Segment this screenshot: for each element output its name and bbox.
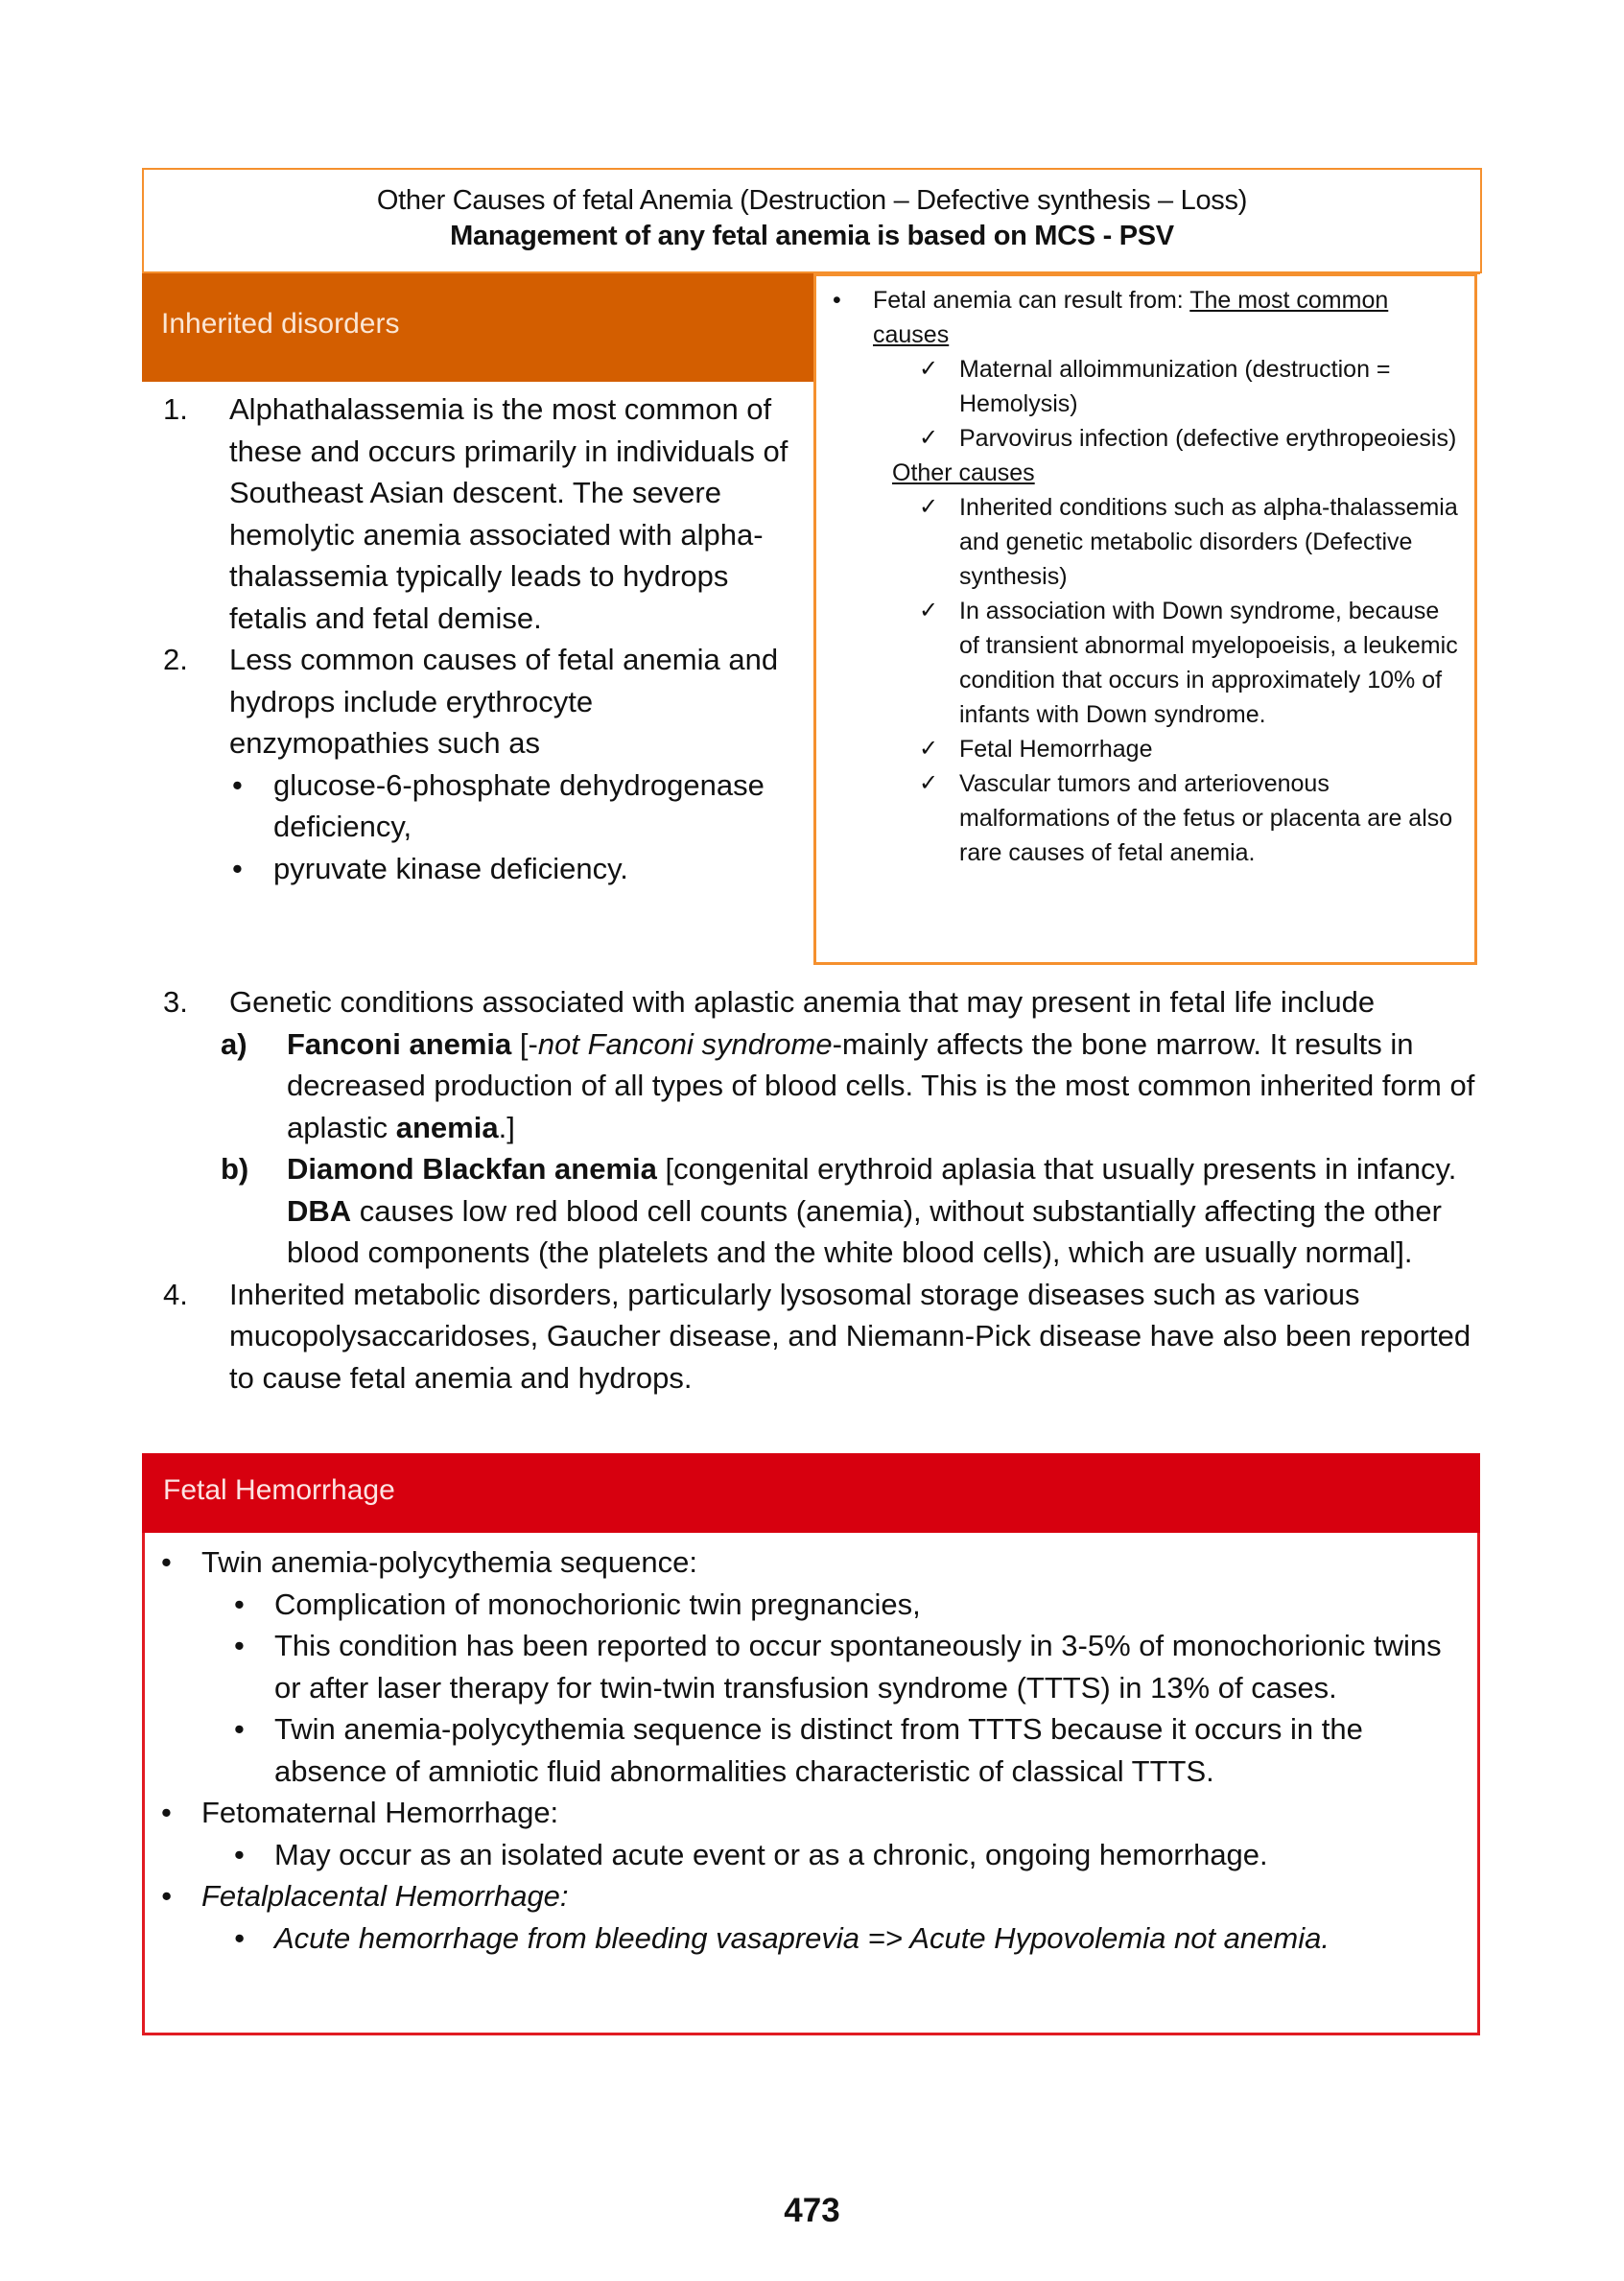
- list-item: [163, 388, 796, 639]
- fanconi-term: Fanconi anemia: [287, 1026, 512, 1061]
- bullet-icon: •: [833, 287, 841, 314]
- bullet-icon: •: [232, 767, 243, 802]
- list-item: [163, 639, 796, 764]
- fetal-hemorrhage-header: [142, 1453, 1480, 1533]
- bullet-icon: •: [232, 851, 243, 885]
- sub-list-item: [232, 764, 796, 848]
- other-causes-label: Other causes: [892, 459, 1035, 486]
- item-text: Less common causes of fetal anemia and hydrops include erythrocyte enzymopathies such as: [229, 643, 779, 760]
- sub-item-text: May occur as an isolated acute event or as a chronic, ongoing hemorrhage.: [274, 1837, 1268, 1871]
- dba-term: Diamond Blackfan anemia: [287, 1152, 657, 1186]
- checkmark-icon: ✓: [919, 494, 939, 520]
- intro-text: Fetal anemia can result from:: [873, 287, 1190, 314]
- inherited-disorders-title: Inherited disorders: [161, 308, 400, 340]
- text-fragment: [congenital erythroid aplasia that usually presents in infancy.: [656, 1152, 1457, 1186]
- bullet-icon: •: [234, 1712, 245, 1746]
- check-item-text: Vascular tumors and arteriovenous malformations of the fetus or placenta are also rare causes of fetal anemia.: [959, 770, 1453, 866]
- checkmark-icon: ✓: [919, 425, 939, 451]
- item-text: Alphathalassemia is the most common of these and occurs primarily in individuals of Southeast Asian descent. The severe hemolytic anemia associated with alpha-thalassemia typically leads to hydrops fetalis and fetal demise.: [229, 392, 788, 635]
- item-text: Genetic conditions associated with aplastic anemia that may present in fetal life include: [229, 985, 1376, 1019]
- check-item: [833, 490, 1466, 594]
- bullet-icon: •: [234, 1837, 245, 1871]
- inherited-disorders-header: [142, 273, 814, 382]
- checkmark-icon: ✓: [919, 598, 939, 623]
- list-item: [161, 1875, 1475, 1917]
- check-item: [833, 421, 1466, 456]
- inherited-disorders-list: [163, 388, 796, 889]
- bullet-icon: •: [161, 1545, 172, 1579]
- causes-intro: [833, 283, 1466, 352]
- title-line-2: Management of any fetal anemia is based on MCS - PSV: [450, 221, 1174, 251]
- sub-list-item: [234, 1708, 1475, 1792]
- sub-item-text: pyruvate kinase deficiency.: [273, 851, 628, 885]
- text-fragment: .]: [498, 1110, 515, 1144]
- check-item-text: Fetal Hemorrhage: [959, 736, 1153, 763]
- item-text: Twin anemia-polycythemia sequence:: [201, 1545, 697, 1579]
- fanconi-note: not Fanconi syndrome: [537, 1026, 833, 1061]
- text-fragment: anemia: [395, 1110, 499, 1144]
- sub-list-item: [234, 1917, 1475, 1960]
- item-letter: a): [221, 1026, 247, 1061]
- bullet-icon: •: [234, 1587, 245, 1621]
- sub-list-item: [234, 1584, 1475, 1626]
- list-item: [161, 1792, 1475, 1834]
- list-item: [163, 981, 1487, 1023]
- genetic-conditions-list: [163, 981, 1487, 1399]
- list-item: [163, 1274, 1487, 1399]
- item-number: 2.: [163, 643, 188, 676]
- item-text: Fetalplacental Hemorrhage:: [201, 1879, 569, 1913]
- title-box: [142, 168, 1482, 273]
- check-item: [833, 352, 1466, 421]
- sub-list-item: [234, 1625, 1475, 1708]
- text-fragment: -mainly affects the bone marrow. It results in decreased production of all types of blood cells. This is the most common inherited form of aplastic: [287, 1026, 1475, 1144]
- causes-content: [833, 283, 1466, 870]
- fetal-hemorrhage-list: [161, 1541, 1475, 1959]
- bullet-icon: •: [161, 1879, 172, 1913]
- checkmark-icon: ✓: [919, 356, 939, 382]
- text-fragment: causes low red blood cell counts (anemia), without substantially affecting the other blood components (the platelets and the white blood cells), which are usually normal].: [287, 1193, 1442, 1269]
- sub-item-text: Acute hemorrhage from bleeding vasaprevia => Acute Hypovolemia not anemia.: [274, 1920, 1330, 1955]
- text-fragment: DBA: [287, 1193, 352, 1228]
- checkmark-icon: ✓: [919, 736, 939, 762]
- check-item: [833, 732, 1466, 766]
- item-number: 1.: [163, 392, 188, 426]
- item-text: Fetomaternal Hemorrhage:: [201, 1796, 559, 1829]
- sub-list-item-dba: [221, 1148, 1487, 1274]
- check-item-text: In association with Down syndrome, because of transient abnormal myelopoeisis, a leukemic condition that occurs in approximately 10% of infants with Down syndrome.: [959, 598, 1458, 728]
- bullet-icon: •: [234, 1920, 245, 1955]
- bullet-icon: •: [161, 1796, 172, 1829]
- sub-list-item-fanconi: [221, 1023, 1487, 1149]
- check-item-text: Parvovirus infection (defective erythropeoiesis): [959, 425, 1457, 452]
- check-item: [833, 766, 1466, 870]
- text-fragment: [-: [511, 1026, 538, 1061]
- item-letter: b): [221, 1152, 249, 1186]
- item-text: Inherited metabolic disorders, particularly lysosomal storage diseases such as various mucopolysaccaridoses, Gaucher disease, and Niemann-Pick disease have also been reported to cause fetal anemia and hydrops.: [229, 1277, 1471, 1395]
- sub-item-text: glucose-6-phosphate dehydrogenase deficiency,: [273, 767, 765, 843]
- title-line-1: Other Causes of fetal Anemia (Destruction – Defective synthesis – Loss): [376, 185, 1248, 216]
- bullet-icon: •: [234, 1629, 245, 1662]
- check-item-text: Inherited conditions such as alpha-thalassemia and genetic metabolic disorders (Defective synthesis): [959, 494, 1458, 590]
- fetal-hemorrhage-title: Fetal Hemorrhage: [163, 1474, 395, 1506]
- sub-item-text: Complication of monochorionic twin pregnancies,: [274, 1587, 921, 1621]
- item-number: 4.: [163, 1277, 188, 1311]
- item-number: 3.: [163, 985, 188, 1019]
- checkmark-icon: ✓: [919, 770, 939, 796]
- check-item-text: Maternal alloimmunization (destruction = Hemolysis): [959, 356, 1391, 417]
- sub-item-text: Twin anemia-polycythemia sequence is distinct from TTTS because it occurs in the absence of amniotic fluid abnormalities characteristic of classical TTTS.: [274, 1712, 1363, 1788]
- list-item: [161, 1541, 1475, 1584]
- page-number: 473: [784, 2192, 840, 2229]
- most-common-label: The most common causes: [873, 287, 1389, 348]
- sub-item-text: This condition has been reported to occur spontaneously in 3-5% of monochorionic twins or after laser therapy for twin-twin transfusion syndrome (TTTS) in 13% of cases.: [274, 1629, 1442, 1705]
- sub-list-item: [234, 1834, 1475, 1876]
- check-item: [833, 594, 1466, 732]
- sub-list-item: [232, 848, 796, 890]
